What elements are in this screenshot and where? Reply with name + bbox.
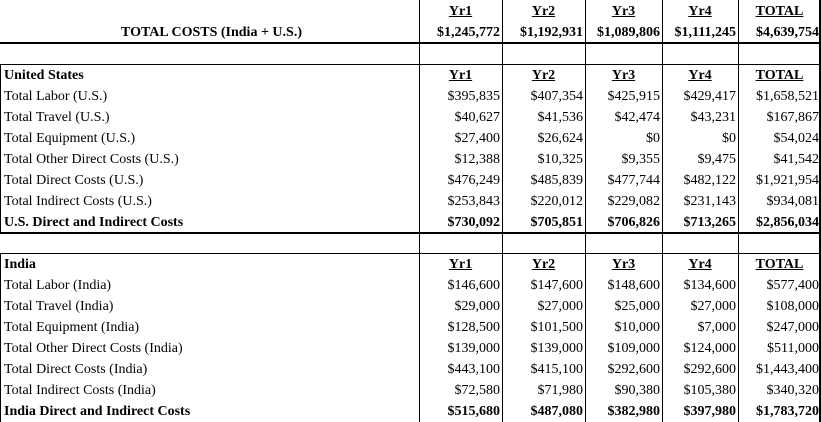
india-header-row xyxy=(0,254,821,275)
india-cell[interactable]: $27,000 xyxy=(690,299,736,314)
india-cell[interactable]: $71,980 xyxy=(537,383,583,398)
us-row-label[interactable]: Total Direct Costs (U.S.) xyxy=(4,173,144,188)
india-total-cell[interactable]: $515,680 xyxy=(447,404,500,419)
divider xyxy=(502,0,503,422)
us-cell[interactable]: $231,143 xyxy=(683,194,736,209)
us-row-label[interactable]: Total Labor (U.S.) xyxy=(4,89,108,104)
col-header-yr3[interactable]: Yr3 xyxy=(611,4,636,19)
us-cell[interactable]: $42,474 xyxy=(614,110,660,125)
india-cell[interactable]: $292,600 xyxy=(607,362,660,377)
india-total-cell[interactable]: $487,080 xyxy=(530,404,583,419)
india-row xyxy=(0,275,821,296)
total-cell[interactable]: $1,089,806 xyxy=(597,25,660,40)
india-cell[interactable]: $128,500 xyxy=(447,320,500,335)
us-cell[interactable]: $54,024 xyxy=(773,131,819,146)
india-row xyxy=(0,359,821,380)
india-total-cell[interactable]: $397,980 xyxy=(683,404,736,419)
us-row-label[interactable]: Total Indirect Costs (U.S.) xyxy=(4,194,152,209)
india-cell[interactable]: $29,000 xyxy=(454,299,500,314)
us-cell[interactable]: $26,624 xyxy=(537,131,583,146)
us-header-row xyxy=(0,65,821,86)
us-cell[interactable]: $934,081 xyxy=(766,194,819,209)
india-total-label[interactable]: India Direct and Indirect Costs xyxy=(4,404,191,419)
us-total-cell[interactable]: $2,856,034 xyxy=(756,215,819,230)
us-cell[interactable]: $0 xyxy=(646,131,660,146)
col-header-yr4[interactable]: Yr4 xyxy=(688,4,712,19)
us-row xyxy=(0,149,821,170)
india-cell[interactable]: $139,000 xyxy=(447,341,500,356)
divider xyxy=(419,0,420,422)
india-cell[interactable]: $90,380 xyxy=(614,383,660,398)
india-cell[interactable]: $124,000 xyxy=(683,341,736,356)
total-cell[interactable]: $1,111,245 xyxy=(674,25,736,40)
india-cell[interactable]: $577,400 xyxy=(766,278,819,293)
india-cell[interactable]: $108,000 xyxy=(766,299,819,314)
col-header-yr4[interactable]: Yr4 xyxy=(688,68,712,83)
col-header-yr2[interactable]: Yr2 xyxy=(531,68,556,83)
us-cell[interactable]: $1,921,954 xyxy=(756,173,819,188)
divider xyxy=(0,42,821,44)
us-row xyxy=(0,191,821,212)
india-cell[interactable]: $25,000 xyxy=(614,299,660,314)
us-cell[interactable]: $220,012 xyxy=(530,194,583,209)
us-cell[interactable]: $12,388 xyxy=(454,152,500,167)
col-header-yr1[interactable]: Yr1 xyxy=(448,68,473,83)
col-header-yr2[interactable]: Yr2 xyxy=(531,4,556,19)
india-cell[interactable]: $10,000 xyxy=(614,320,660,335)
india-cell[interactable]: $443,100 xyxy=(447,362,500,377)
india-row-label[interactable]: Total Indirect Costs (India) xyxy=(4,383,156,398)
india-cell[interactable]: $105,380 xyxy=(683,383,736,398)
india-total-cell[interactable]: $1,783,720 xyxy=(756,404,819,419)
total-costs-row xyxy=(0,22,821,43)
us-total-row xyxy=(0,212,821,233)
us-cell[interactable]: $27,400 xyxy=(454,131,500,146)
india-cell[interactable]: $72,580 xyxy=(454,383,500,398)
us-cell[interactable]: $476,249 xyxy=(447,173,500,188)
col-header-yr4[interactable]: Yr4 xyxy=(688,257,712,272)
divider xyxy=(585,0,586,422)
us-cell[interactable]: $482,122 xyxy=(683,173,736,188)
india-cell[interactable]: $415,100 xyxy=(530,362,583,377)
us-cell[interactable]: $43,231 xyxy=(690,110,736,125)
india-cell[interactable]: $139,000 xyxy=(530,341,583,356)
india-row-label[interactable]: Total Travel (India) xyxy=(4,299,114,314)
us-cell[interactable]: $0 xyxy=(722,131,736,146)
us-row-label[interactable]: Total Travel (U.S.) xyxy=(4,110,110,125)
us-cell[interactable]: $395,835 xyxy=(447,89,500,104)
india-cell[interactable]: $147,600 xyxy=(530,278,583,293)
col-header-yr3[interactable]: Yr3 xyxy=(611,68,636,83)
us-row xyxy=(0,128,821,149)
divider xyxy=(0,253,1,422)
us-cell[interactable]: $41,542 xyxy=(773,152,819,167)
india-row xyxy=(0,380,821,401)
us-cell[interactable]: $429,417 xyxy=(683,89,736,104)
india-cell[interactable]: $27,000 xyxy=(537,299,583,314)
us-total-cell[interactable]: $713,265 xyxy=(683,215,736,230)
india-cell[interactable]: $7,000 xyxy=(697,320,736,335)
us-cell[interactable]: $1,658,521 xyxy=(756,89,819,104)
divider xyxy=(662,0,663,422)
india-cell[interactable]: $146,600 xyxy=(447,278,500,293)
col-header-yr3[interactable]: Yr3 xyxy=(611,257,636,272)
col-header-total[interactable]: TOTAL xyxy=(755,257,804,272)
us-cell[interactable]: $425,915 xyxy=(607,89,660,104)
col-header-yr1[interactable]: Yr1 xyxy=(448,257,473,272)
us-row-label[interactable]: Total Equipment (U.S.) xyxy=(4,131,136,146)
divider xyxy=(0,232,821,234)
us-cell[interactable]: $253,843 xyxy=(447,194,500,209)
india-cell[interactable]: $247,000 xyxy=(766,320,819,335)
india-row xyxy=(0,338,821,359)
us-row xyxy=(0,86,821,107)
divider xyxy=(0,253,821,254)
divider xyxy=(0,64,821,65)
total-costs-label[interactable]: TOTAL COSTS (India + U.S.) xyxy=(121,25,302,40)
us-row xyxy=(0,107,821,128)
total-cell[interactable]: $1,192,931 xyxy=(520,25,583,40)
us-cell[interactable]: $9,475 xyxy=(697,152,736,167)
us-cell[interactable]: $41,536 xyxy=(537,110,583,125)
us-cell[interactable]: $167,867 xyxy=(766,110,819,125)
us-total-cell[interactable]: $706,826 xyxy=(607,215,660,230)
total-cell[interactable]: $1,245,772 xyxy=(437,25,500,40)
col-header-yr1[interactable]: Yr1 xyxy=(448,4,473,19)
col-header-yr2[interactable]: Yr2 xyxy=(531,257,556,272)
us-total-label[interactable]: U.S. Direct and Indirect Costs xyxy=(4,215,184,230)
us-cell[interactable]: $407,354 xyxy=(530,89,583,104)
india-row-label[interactable]: Total Other Direct Costs (India) xyxy=(4,341,183,356)
india-row xyxy=(0,296,821,317)
us-cell[interactable]: $40,627 xyxy=(454,110,500,125)
col-header-total[interactable]: TOTAL xyxy=(755,4,804,19)
india-cell[interactable]: $1,443,400 xyxy=(756,362,819,377)
india-cell[interactable]: $101,500 xyxy=(530,320,583,335)
us-row xyxy=(0,170,821,191)
us-cell[interactable]: $485,839 xyxy=(530,173,583,188)
india-cell[interactable]: $292,600 xyxy=(683,362,736,377)
divider xyxy=(738,0,739,422)
india-cell[interactable]: $340,320 xyxy=(766,383,819,398)
india-row xyxy=(0,317,821,338)
us-total-cell[interactable]: $730,092 xyxy=(447,215,500,230)
us-cell[interactable]: $477,744 xyxy=(607,173,660,188)
india-total-cell[interactable]: $382,980 xyxy=(607,404,660,419)
us-total-cell[interactable]: $705,851 xyxy=(530,215,583,230)
us-cell[interactable]: $229,082 xyxy=(607,194,660,209)
india-row-label[interactable]: Total Labor (India) xyxy=(4,278,112,293)
col-header-total[interactable]: TOTAL xyxy=(755,68,804,83)
us-cell[interactable]: $10,325 xyxy=(537,152,583,167)
india-cell[interactable]: $109,000 xyxy=(607,341,660,356)
india-section-title[interactable]: India xyxy=(4,257,36,272)
us-section-title[interactable]: United States xyxy=(4,68,84,83)
india-cell[interactable]: $134,600 xyxy=(683,278,736,293)
total-cell[interactable]: $4,639,754 xyxy=(756,25,819,40)
us-cell[interactable]: $9,355 xyxy=(621,152,660,167)
india-row-label[interactable]: Total Equipment (India) xyxy=(4,320,140,335)
india-total-row xyxy=(0,401,821,422)
us-row-label[interactable]: Total Other Direct Costs (U.S.) xyxy=(4,152,179,167)
divider xyxy=(0,64,1,234)
india-cell[interactable]: $148,600 xyxy=(607,278,660,293)
india-cell[interactable]: $511,000 xyxy=(767,341,819,356)
india-row-label[interactable]: Total Direct Costs (India) xyxy=(4,362,148,377)
total-header-row xyxy=(0,1,821,22)
